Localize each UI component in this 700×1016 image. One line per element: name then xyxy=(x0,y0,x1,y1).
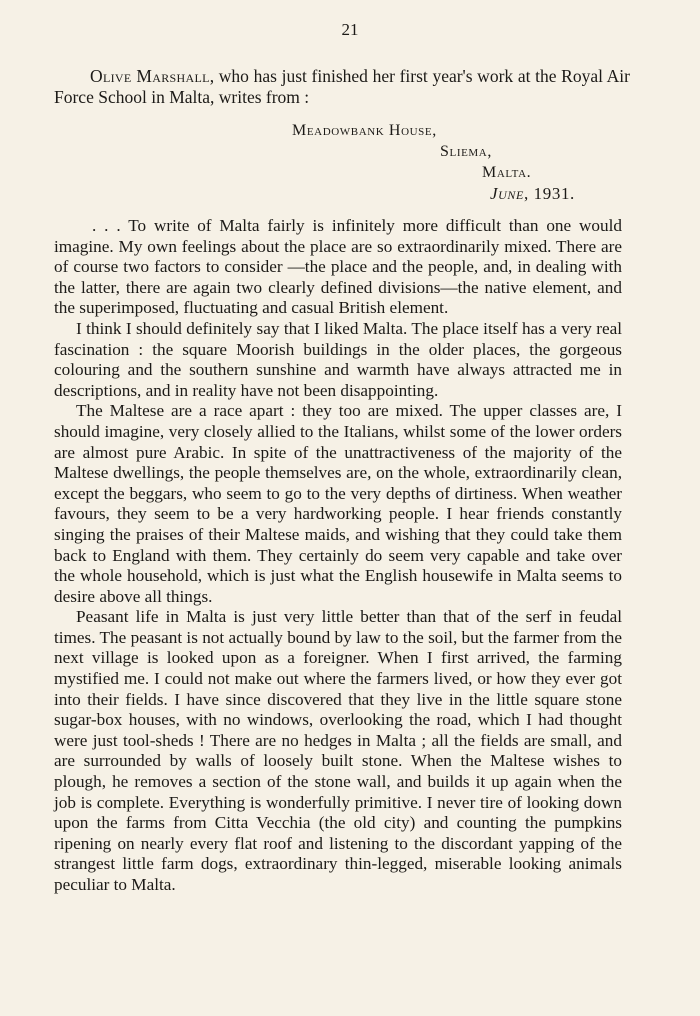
letter-date-month: June xyxy=(490,184,524,203)
page-number: 21 xyxy=(341,20,359,39)
letter-date-year: , 1931. xyxy=(523,184,575,203)
paragraph-2: I think I should definitely say that I liked Malta. The place itself has a very real fascination : the square Moorish buildings in the older places, the gorgeous colouring and the southern sunshine and warmth have always attracted me in descriptions, and in reality have not been disappointing. xyxy=(54,318,622,400)
letter-date xyxy=(292,183,622,204)
paragraph-3: The Maltese are a race apart : they too are mixed. The upper classes are, I should imagine, very closely allied to the Italians, whilst some of the lower orders are almost pure Arabic. In spite of the unattractiveness of the majority of the Maltese dwellings, the people themselves are, on the whole, extraordinarily clean, except the beggars, who seem to go to the very depths of dirtiness. When weather favours, they seem to be a very hardworking people. I hear friends constantly singing the praises of their Maltese maids, and wishing that they could take them back to England with them. They certainly do seem very capable and take over the whole household, which is just what the English housewife in Malta seems to desire above all things. xyxy=(54,401,622,606)
letter-introduction xyxy=(54,66,630,108)
address-town: Sliema, xyxy=(440,143,492,160)
paragraph-1: . . . To write of Malta fairly is infinitely more difficult than one would imagine. My own feelings about the place are so extraordinarily mixed. There are of course two factors to consider —the place and the people, and, in dealing with the latter, there are again two clearly defined divisions—the native element, and the superimposed, fluctuating and casual British element. xyxy=(54,216,622,318)
letter-address-block xyxy=(292,120,622,204)
address-country: Malta. xyxy=(482,164,532,181)
letter-body xyxy=(54,216,622,896)
paragraph-4: Peasant life in Malta is just very little better than that of the serf in feudal times. The peasant is not actually bound by law to the soil, but the farmer from the next village is looked upon as a foreigner. When I first arrived, the farming mystified me. I could not make out where the farmers lived, or how they ever got into their fields. I have since discovered that they live in the little square stone sugar-box houses, with no windows, overlooking the road, which I had thought were just tool-sheds ! There are no hedges in Malta ; all the fields are small, and are surrounded by walls of loosely built stone. When the Maltese wishes to plough, he removes a section of the stone wall, and builds it up again when the job is complete. Everything is wonderfully primitive. I never tire of looking down upon the farms from Citta Vecchia (the old city) and counting the pumpkins ripening on nearly every flat roof and listening to the discordant yapping of the strangest little farm dogs, extraordinary thin-legged, miserable looking animals peculiar to Malta. xyxy=(54,607,622,894)
introduction-text: , who has just finished her first year's work at the Royal Air Force School in Malta, writes from : xyxy=(54,66,630,107)
author-name: Olive Marshall xyxy=(90,66,210,86)
address-house: Meadowbank House, xyxy=(292,122,437,139)
